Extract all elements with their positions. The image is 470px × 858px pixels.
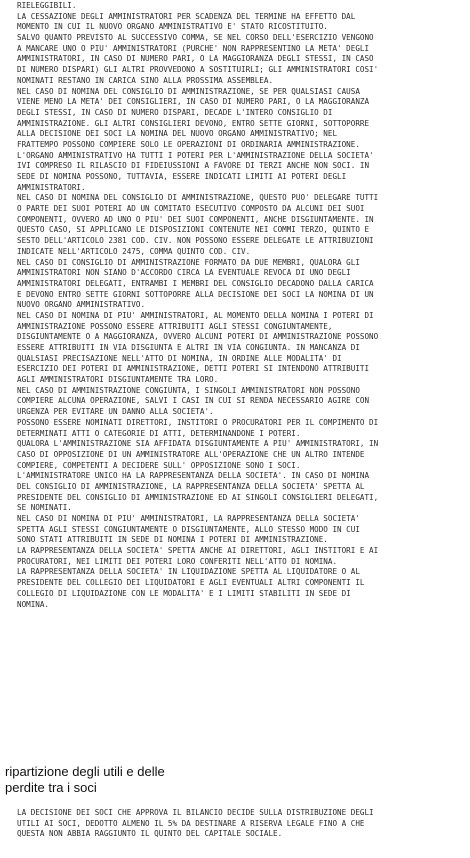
section-heading-line: perdite tra i soci xyxy=(5,780,97,795)
body-text-line: NOMINATI RESTANO IN CARICA SINO ALLA PROSSIMA ASSEMBLEA. xyxy=(17,75,274,85)
body-text-line: SEDE DI NOMINA POSSONO, TUTTAVIA, ESSERE INDICATI LIMITI AI POTERI DEGLI xyxy=(17,172,347,181)
body-text-line: AMMINISTRATORI. xyxy=(17,182,86,192)
body-text-line: SESTO DELL'ARTICOLO 2381 COD. CIV. NON POSSONO ESSERE DELEGATE LE ATTRIBUZIONI xyxy=(17,236,374,246)
body-text-line: NOMINA. xyxy=(17,599,50,609)
body-text-line: CASO DI OPPOSIZIONE DI UN AMMINISTRATORE ALL'OPERAZIONE CHE UN ALTRO INTENDE xyxy=(17,449,365,459)
body-text-line: QUESTO CASO, SI APPLICANO LE DISPOSIZIONI CONTENUTE NEI COMMI TERZO, QUINTO E xyxy=(17,225,370,235)
body-text-line: ALLA DECISIONE DEI SOCI LA NOMINA DEL NUOVO ORGANO AMMINISTRATIVO; NEL xyxy=(17,129,338,139)
body-text-line: DISGIUNTAMENTE O A MAGGIORANZA, OVVERO ALCUNI POTERI DI AMMINISTRAZIONE POSSONO xyxy=(17,332,379,342)
body-text-line: LA RAPPRESENTANZA DELLA SOCIETA' SPETTA ANCHE AI DIRETTORI, AGLI INSTITORI E AI xyxy=(17,546,379,556)
section-body-line: UTILI AI SOCI, DEDOTTO ALMENO IL 5% DA DESTINARE A RISERVA LEGALE FINO A CHE xyxy=(17,818,365,828)
body-text-line: A MANCARE UNO O PIU' AMMINISTRATORI (PURCHE' NON RAPPRESENTINO LA META' DEGLI xyxy=(17,43,370,53)
section-heading xyxy=(5,764,305,796)
body-text-line: LA RAPPRESENTANZA DELLA SOCIETA' IN LIQUIDAZIONE SPETTA AL LIQUIDATORE O AL xyxy=(17,567,360,577)
section-body-line: QUESTA NON ABBIA RAGGIUNTO IL QUINTO DEL CAPITALE SOCIALE. xyxy=(17,829,283,839)
body-text-line: MOMENTO IN CUI IL NUOVO ORGANO AMMINISTRATIVO E' STATO RICOSTITUITO. xyxy=(17,22,328,32)
section-body-text xyxy=(17,808,462,840)
body-text-line: L'ORGANO AMMINISTRATIVO HA TUTTI I POTERI PER L'AMMINISTRAZIONE DELLA SOCIETA' xyxy=(17,150,374,160)
body-text-line: PRESIDENTE DEL CONSIGLIO DI AMMINISTRAZIONE ED AI SINGOLI CONSIGLIERI DELEGATI, xyxy=(17,492,379,502)
body-text-line: DETERMINATI ATTI O CATEGORIE DI ATTI, DETERMINANDONE I POTERI. xyxy=(17,428,301,438)
body-text-line: URGENZA PER EVITARE UN DANNO ALLA SOCIETA'. xyxy=(17,407,214,417)
body-text-line: QUALORA L'AMMINISTRAZIONE SIA AFFIDATA DISGIUNTAMENTE A PIU' AMMINISTRATORI, IN xyxy=(17,439,379,449)
body-text-line: COMPONENTI, OVVERO AD UNO O PIU' DEI SUOI COMPONENTI, ANCHE DISGIUNTAMENTE. IN xyxy=(17,214,374,224)
body-text-line: AMMINISTRATORI DELEGATI, ENTRAMBI I MEMBRI DEL CONSIGLIO DECADONO DALLA CARICA xyxy=(17,278,374,288)
body-text-line: COMPIERE ALCUNA OPERAZIONE, SALVI I CASI IN CUI SI RENDA NECESSARIO AGIRE CON xyxy=(17,396,370,406)
body-text-line: VIENE MENO LA META' DEI CONSIGLIERI, IN CASO DI NUMERO PARI, O LA MAGGIORANZA xyxy=(17,97,370,107)
body-text-line: DEL CONSIGLIO DI AMMINISTRAZIONE, LA RAPPRESENTANZA DELLA SOCIETA' SPETTA AL xyxy=(17,481,365,491)
body-text-line: SONO STATI ATTRIBUITI IN SEDE DI NOMINA I POTERI DI AMMINISTRAZIONE. xyxy=(17,535,328,545)
body-text-line: E DEVONO ENTRO SETTE GIORNI SOTTOPORRE ALLA DECISIONE DEI SOCI LA NOMINA DI UN xyxy=(17,289,374,299)
body-text-line: AGLI AMMINISTRATORI DISGIUNTAMENTE TRA LORO. xyxy=(17,375,219,385)
body-text-line: SALVO QUANTO PREVISTO AL SUCCESSIVO COMMA, SE NEL CORSO DELL'ESERCIZIO VENGONO xyxy=(17,33,374,43)
body-text-line: IVI COMPRESO IL RILASCIO DI FIDEIUSSIONI A FAVORE DI TERZI ANCHE NON SOCI. IN xyxy=(17,161,370,171)
body-text-line: NEL CASO DI NOMINA DI PIU' AMMINISTRATORI, AL MOMENTO DELLA NOMINA I POTERI DI xyxy=(17,310,374,320)
body-text-line: COLLEGIO DI LIQUIDAZIONE CON LE MODALITA' E I LIMITI STABILITI IN SEDE DI xyxy=(17,588,351,598)
body-text-line: PRESIDENTE DEL COLLEGIO DEI LIQUIDATORI E AGLI EVENTUALI ALTRI COMPONENTI IL xyxy=(17,578,365,588)
body-text-line: NUOVO ORGANO AMMINISTRATIVO. xyxy=(17,300,146,310)
body-text-line: DI NUMERO DISPARI) GLI ALTRI PROVVEDONO A SOSTITUIRLI; GLI AMMINISTRATORI COSI' xyxy=(17,65,379,75)
body-text-line: O PARTE DEI SUOI POTERI AD UN COMITATO ESECUTIVO COMPOSTO DA ALCUNI DEI SUOI xyxy=(17,204,365,214)
body-text-line: NEL CASO DI NOMINA DEL CONSIGLIO DI AMMINISTRAZIONE, QUESTO PUO' DELEGARE TUTTI xyxy=(17,193,379,203)
body-text-line: INDICATE NELL'ARTICOLO 2475, COMMA QUINTO COD. CIV. xyxy=(17,246,251,256)
body-text-line: RIELEGGIBILI. xyxy=(17,1,77,10)
section-heading-line: ripartizione degli utili e delle xyxy=(5,764,165,779)
body-text-line: PROCURATORI, NEI LIMITI DEI POTERI LORO CONFERITI NELL'ATTO DI NOMINA. xyxy=(17,556,338,566)
body-text-line: QUALSIASI PRECISAZIONE NELL'ATTO DI NOMINA, IN ORDINE ALLE MODALITA' DI xyxy=(17,353,342,363)
body-text-line: NEL CASO DI CONSIGLIO DI AMMINISTRAZIONE FORMATO DA DUE MEMBRI, QUALORA GLI xyxy=(17,257,360,267)
body-text-line: NEL CASO DI AMMINISTRAZIONE CONGIUNTA, I SINGOLI AMMINISTRATORI NON POSSONO xyxy=(17,385,360,395)
body-text-line: DEGLI STESSI, IN CASO DI NUMERO DISPARI, DECADE L'INTERO CONSIGLIO DI xyxy=(17,107,333,117)
section-body-line: LA DECISIONE DEI SOCI CHE APPROVA IL BILANCIO DECIDE SULLA DISTRIBUZIONE DEGLI xyxy=(17,808,374,817)
body-text-line: AMMINISTRATORI, IN CASO DI NUMERO PARI, O LA MAGGIORANZA DEGLI STESSI, IN CASO xyxy=(17,54,374,64)
body-text-line: POSSONO ESSERE NOMINATI DIRETTORI, INSTITORI O PROCURATORI PER IL COMPIMENTO DI xyxy=(17,417,379,427)
body-text-line: SPETTA AGLI STESSI CONGIUNTAMENTE O DISGIUNTAMENTE, ALLO STESSO MODO IN CUI xyxy=(17,524,360,534)
body-text-line: NEL CASO DI NOMINA DI PIU' AMMINISTRATORI, LA RAPPRESENTANZA DELLA SOCIETA' xyxy=(17,514,360,523)
body-text-line: SE NOMINATI. xyxy=(17,503,72,513)
body-text-line: AMMINISTRAZIONE. GLI ALTRI CONSIGLIERI DEVONO, ENTRO SETTE GIORNI, SOTTOPORRE xyxy=(17,118,370,128)
body-text-line: FRATTEMPO POSSONO COMPIERE SOLO LE OPERAZIONI DI ORDINARIA AMMINISTRAZIONE. xyxy=(17,139,360,149)
body-text-line: ESERCIZIO DEI POTERI DI AMMINISTRAZIONE, DETTI POTERI SI INTENDONO ATTRIBUITI xyxy=(17,364,370,374)
body-text-line: ESSERE ATTRIBUITI IN VIA DISGIUNTA E ALTRI IN VIA CONGIUNTA. IN MANCANZA DI xyxy=(17,343,360,352)
body-text-line: NEL CASO DI NOMINA DEL CONSIGLIO DI AMMINISTRAZIONE, SE PER QUALSIASI CAUSA xyxy=(17,86,360,96)
statute-body-text xyxy=(17,1,462,610)
body-text-line: COMPIERE, COMPETENTI A DECIDERE SULL' OPPOSIZIONE SONO I SOCI. xyxy=(17,460,301,470)
body-text-line: L'AMMINISTRATORE UNICO HA LA RAPPRESENTANZA DELLA SOCIETA'. IN CASO DI NOMINA xyxy=(17,471,370,481)
body-text-line: AMMINISTRATORI NON SIANO D'ACCORDO CIRCA LA EVENTUALE REVOCA DI UNO DEGLI xyxy=(17,268,351,278)
body-text-line: LA CESSAZIONE DEGLI AMMINISTRATORI PER SCADENZA DEL TERMINE HA EFFETTO DAL xyxy=(17,11,356,21)
body-text-line: AMMINISTRAZIONE POSSONO ESSERE ATTRIBUITI AGLI STESSI CONGIUNTAMENTE, xyxy=(17,321,333,331)
